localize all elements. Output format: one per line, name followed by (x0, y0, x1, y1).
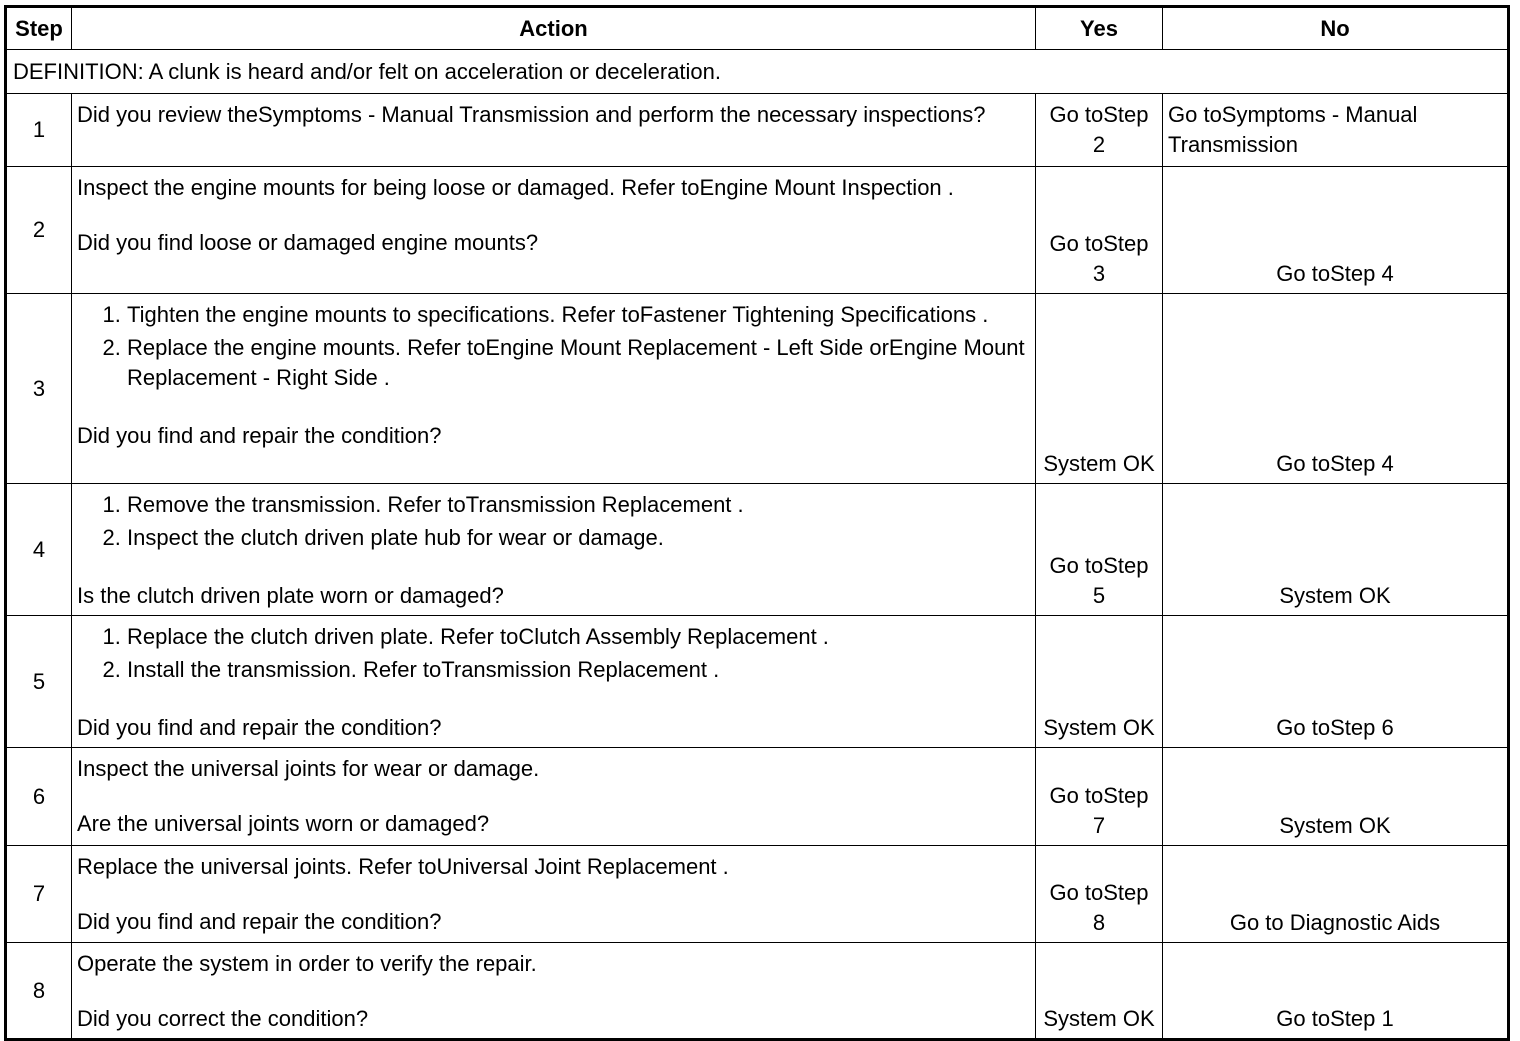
yes-cell: Go toStep 3 (1036, 167, 1163, 294)
step-number: 3 (6, 294, 72, 484)
action-text: Did you review theSymptoms - Manual Transmission and perform the necessary inspections? (77, 102, 986, 127)
step-number: 4 (6, 484, 72, 616)
definition-row (6, 50, 1509, 94)
action-list (77, 622, 1030, 685)
step-number: 1 (6, 94, 72, 167)
no-cell: Go toStep 4 (1163, 294, 1509, 484)
action-question: Did you find and repair the condition? (77, 909, 442, 934)
header-yes: Yes (1036, 7, 1163, 50)
step-number: 6 (6, 748, 72, 846)
action-text: Inspect the universal joints for wear or damage. (77, 756, 540, 781)
no-cell: Go toStep 4 (1163, 167, 1509, 294)
yes-cell: Go toStep 2 (1036, 94, 1163, 167)
action-cell (72, 616, 1036, 748)
action-question: Did you find loose or damaged engine mounts? (77, 230, 539, 255)
action-list (77, 490, 1030, 553)
action-cell (72, 167, 1036, 294)
table-row (6, 94, 1509, 167)
header-step: Step (6, 7, 72, 50)
table-row (6, 484, 1509, 616)
action-list-item: 1. Tighten the engine mounts to specifications. Refer toFastener Tightening Specifications . (127, 300, 1030, 330)
yes-cell: Go toStep 5 (1036, 484, 1163, 616)
step-number: 5 (6, 616, 72, 748)
yes-cell: System OK (1036, 616, 1163, 748)
action-list-item: 1. Remove the transmission. Refer toTransmission Replacement . (127, 490, 1030, 520)
no-cell: Go toStep 1 (1163, 943, 1509, 1040)
action-cell (72, 943, 1036, 1040)
action-list (77, 300, 1030, 393)
no-cell: Go toSymptoms - Manual Transmission (1163, 94, 1509, 167)
action-cell (72, 748, 1036, 846)
yes-cell: Go toStep 7 (1036, 748, 1163, 846)
table-row (6, 943, 1509, 1040)
step-number: 7 (6, 846, 72, 943)
action-question: Are the universal joints worn or damaged? (77, 811, 490, 836)
action-question: Did you find and repair the condition? (77, 423, 442, 448)
step-number: 8 (6, 943, 72, 1040)
action-text: Replace the universal joints. Refer toUniversal Joint Replacement . (77, 854, 729, 879)
no-cell: System OK (1163, 484, 1509, 616)
header-row (6, 7, 1509, 50)
action-cell (72, 94, 1036, 167)
table-row (6, 748, 1509, 846)
header-action: Action (72, 7, 1036, 50)
action-question: Did you find and repair the condition? (77, 715, 442, 740)
action-list-item: 2. Inspect the clutch driven plate hub for wear or damage. (127, 523, 1030, 553)
no-cell: Go toStep 6 (1163, 616, 1509, 748)
action-list-item: 2. Replace the engine mounts. Refer toEngine Mount Replacement - Left Side orEngine Mount Replacement - Right Side . (127, 333, 1030, 393)
action-text: Operate the system in order to verify the repair. (77, 951, 537, 976)
step-number: 2 (6, 167, 72, 294)
action-question: Did you correct the condition? (77, 1006, 369, 1031)
action-cell (72, 484, 1036, 616)
no-cell: System OK (1163, 748, 1509, 846)
action-question: Is the clutch driven plate worn or damaged? (77, 583, 504, 608)
yes-cell: System OK (1036, 943, 1163, 1040)
table-row (6, 846, 1509, 943)
action-text: Inspect the engine mounts for being loose or damaged. Refer toEngine Mount Inspection . (77, 175, 954, 200)
definition-text: DEFINITION: A clunk is heard and/or felt on acceleration or deceleration. (6, 50, 1509, 94)
yes-cell: System OK (1036, 294, 1163, 484)
header-no: No (1163, 7, 1509, 50)
diagnostic-table (4, 5, 1510, 1041)
table-row (6, 167, 1509, 294)
table-row (6, 294, 1509, 484)
action-cell (72, 846, 1036, 943)
action-list-item: 2. Install the transmission. Refer toTransmission Replacement . (127, 655, 1030, 685)
no-cell: Go to Diagnostic Aids (1163, 846, 1509, 943)
table-row (6, 616, 1509, 748)
yes-cell: Go toStep 8 (1036, 846, 1163, 943)
action-cell (72, 294, 1036, 484)
action-list-item: 1. Replace the clutch driven plate. Refer toClutch Assembly Replacement . (127, 622, 1030, 652)
